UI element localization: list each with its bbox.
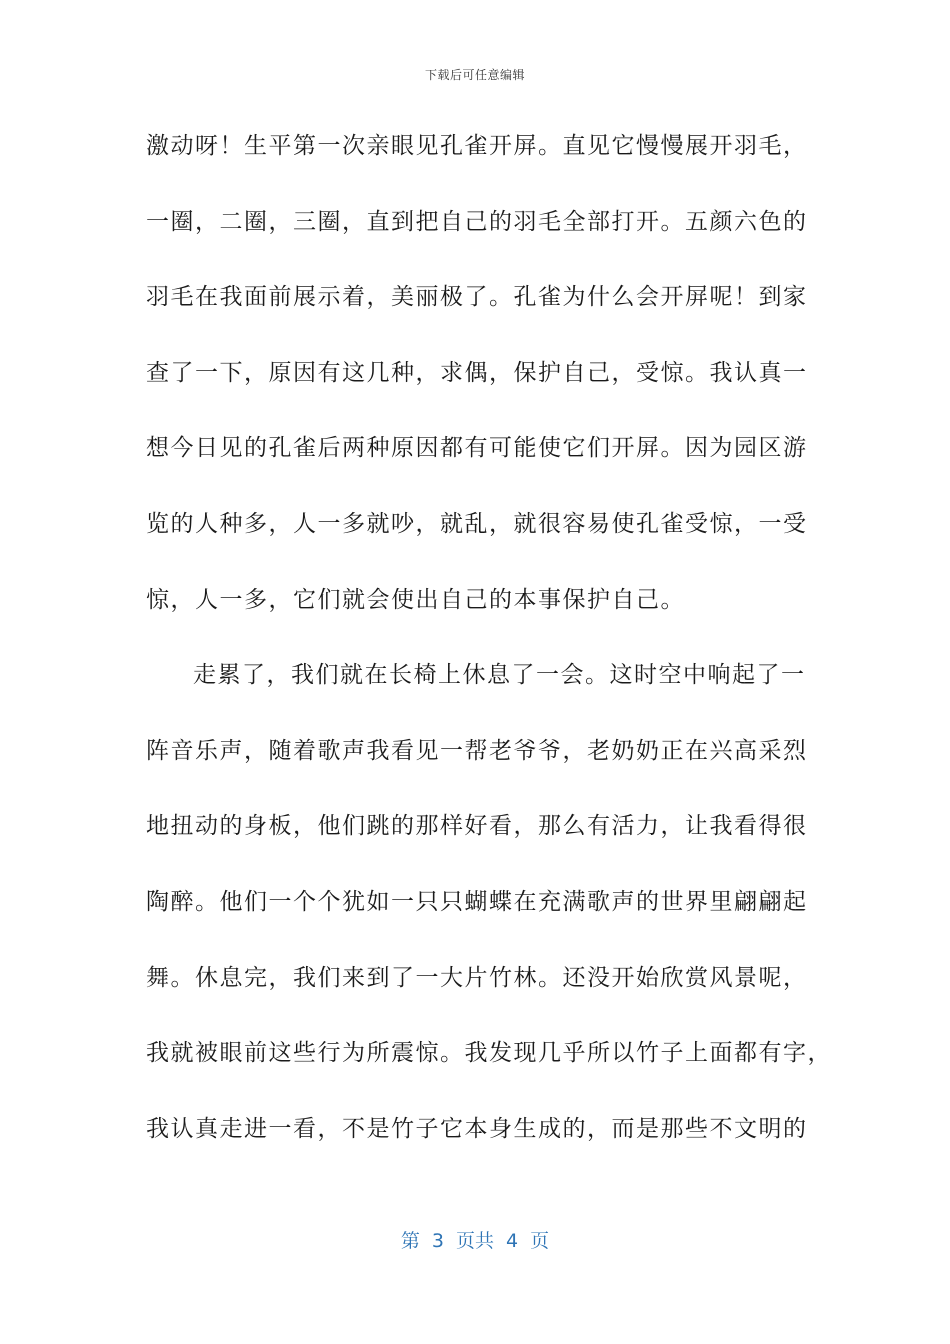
text-line-8-paragraph-start: 走累了，我们就在长椅上休息了一会。这时空中响起了一 <box>193 662 806 689</box>
body-text <box>146 124 832 1182</box>
text-line-12: 舞。休息完，我们来到了一大片竹林。还没开始欣赏风景呢， <box>146 964 808 991</box>
text-line-2: 一圈，二圈，三圈，直到把自己的羽毛全部打开。五颜六色的 <box>146 208 808 235</box>
text-line-9: 阵音乐声，随着歌声我看见一帮老爷爷，老奶奶正在兴高采烈 <box>146 737 808 764</box>
footer-prefix: 第 <box>400 1230 420 1252</box>
page-footer <box>0 1226 950 1253</box>
text-line-11: 陶醉。他们一个个犹如一只只蝴蝶在充满歌声的世界里翩翩起 <box>146 888 808 915</box>
text-line-4: 查了一下，原因有这几种，求偶，保护自己，受惊。我认真一 <box>146 359 808 386</box>
total-pages-number: 4 <box>506 1230 519 1252</box>
text-line-1: 激动呀！生平第一次亲眼见孔雀开屏。直见它慢慢展开羽毛， <box>146 133 808 159</box>
text-line-6: 览的人种多，人一多就吵，就乱，就很容易使孔雀受惊，一受 <box>146 510 808 537</box>
text-line-5: 想今日见的孔雀后两种原因都有可能使它们开屏。因为园区游 <box>146 435 808 462</box>
current-page-number: 3 <box>431 1230 444 1252</box>
text-line-10: 地扭动的身板，他们跳的那样好看，那么有活力，让我看得很 <box>146 813 808 840</box>
text-line-13: 我就被眼前这些行为所震惊。我发现几乎所以竹子上面都有字， <box>146 1040 832 1067</box>
footer-suffix: 页 <box>530 1230 550 1252</box>
text-line-14: 我认真走进一看，不是竹子它本身生成的，而是那些不文明的 <box>146 1115 808 1142</box>
footer-middle: 页共 <box>455 1230 494 1252</box>
text-line-7: 惊，人一多，它们就会使出自己的本事保护自己。 <box>146 586 685 613</box>
text-line-3: 羽毛在我面前展示着，美丽极了。孔雀为什么会开屏呢！到家 <box>146 284 808 311</box>
page-header: 下载后可任意编辑 <box>424 68 525 82</box>
